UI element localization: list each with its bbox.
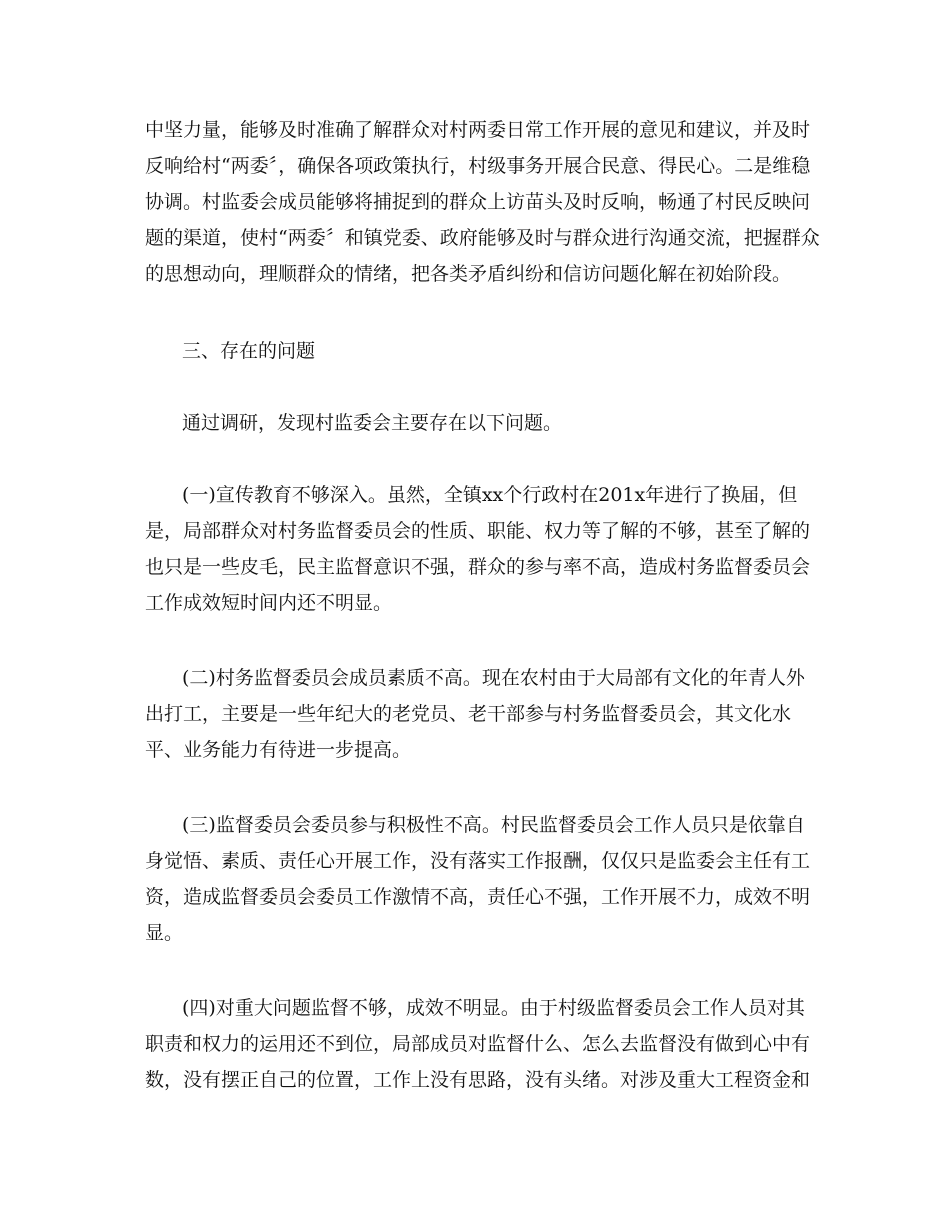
text-line: 显。 <box>145 922 184 944</box>
text-line: 协调。村监委会成员能够将捕捉到的群众上访苗头及时反响，畅通了村民反映问 <box>145 191 811 213</box>
text-line: 反响给村“两委〞，确保各项政策执行，村级事务开展合民意、得民心。二是维稳 <box>145 155 811 177</box>
text-line: (二)村务监督委员会成员素质不高。现在农村由于大局部有文化的年青人外 <box>182 667 805 689</box>
text-line: 数，没有摆正自己的位置，工作上没有思路，没有头绪。对涉及重大工程资金和 <box>145 1069 811 1091</box>
text-line: 平、业务能力有待进一步提高。 <box>145 739 412 761</box>
text-line: 资，造成监督委员会委员工作激情不高，责任心不强，工作开展不力，成效不明 <box>145 886 811 908</box>
text-line: 是，局部群众对村务监督委员会的性质、职能、权力等了解的不够，甚至了解的 <box>145 520 811 542</box>
text-line: (三)监督委员会委员参与积极性不高。村民监督委员会工作人员只是依靠自 <box>182 814 805 836</box>
text-line: 职责和权力的运用还不到位，局部成员对监督什么、怎么去监督没有做到心中有 <box>145 1033 811 1055</box>
text-line: (四)对重大问题监督不够，成效不明显。由于村级监督委员会工作人员对其 <box>182 997 805 1019</box>
text-line: 题的渠道，使村“两委〞和镇党委、政府能够及时与群众进行沟通交流，把握群众 <box>145 227 820 249</box>
text-line: 身觉悟、素质、责任心开展工作，没有落实工作报酬，仅仅只是监委会主任有工 <box>145 850 811 872</box>
text-line: 出打工，主要是一些年纪大的老党员、老干部参与村务监督委员会，其文化水 <box>145 703 792 725</box>
text-line: (一)宣传教育不够深入。虽然，全镇xx个行政村在201x年进行了换届，但 <box>182 484 798 506</box>
text-line: 工作成效短时间内还不明显。 <box>145 592 393 614</box>
text-line: 中坚力量，能够及时准确了解群众对村两委日常工作开展的意见和建议，并及时 <box>145 119 811 141</box>
intro-paragraph: 通过调研，发现村监委会主要存在以下问题。 <box>182 412 563 434</box>
text-line: 也只是一些皮毛，民主监督意识不强，群众的参与率不高，造成村务监督委员会 <box>145 556 811 578</box>
section-heading: 三、存在的问题 <box>182 340 316 362</box>
text-line: 的思想动向，理顺群众的情绪，把各类矛盾纠纷和信访问题化解在初始阶段。 <box>145 263 792 285</box>
